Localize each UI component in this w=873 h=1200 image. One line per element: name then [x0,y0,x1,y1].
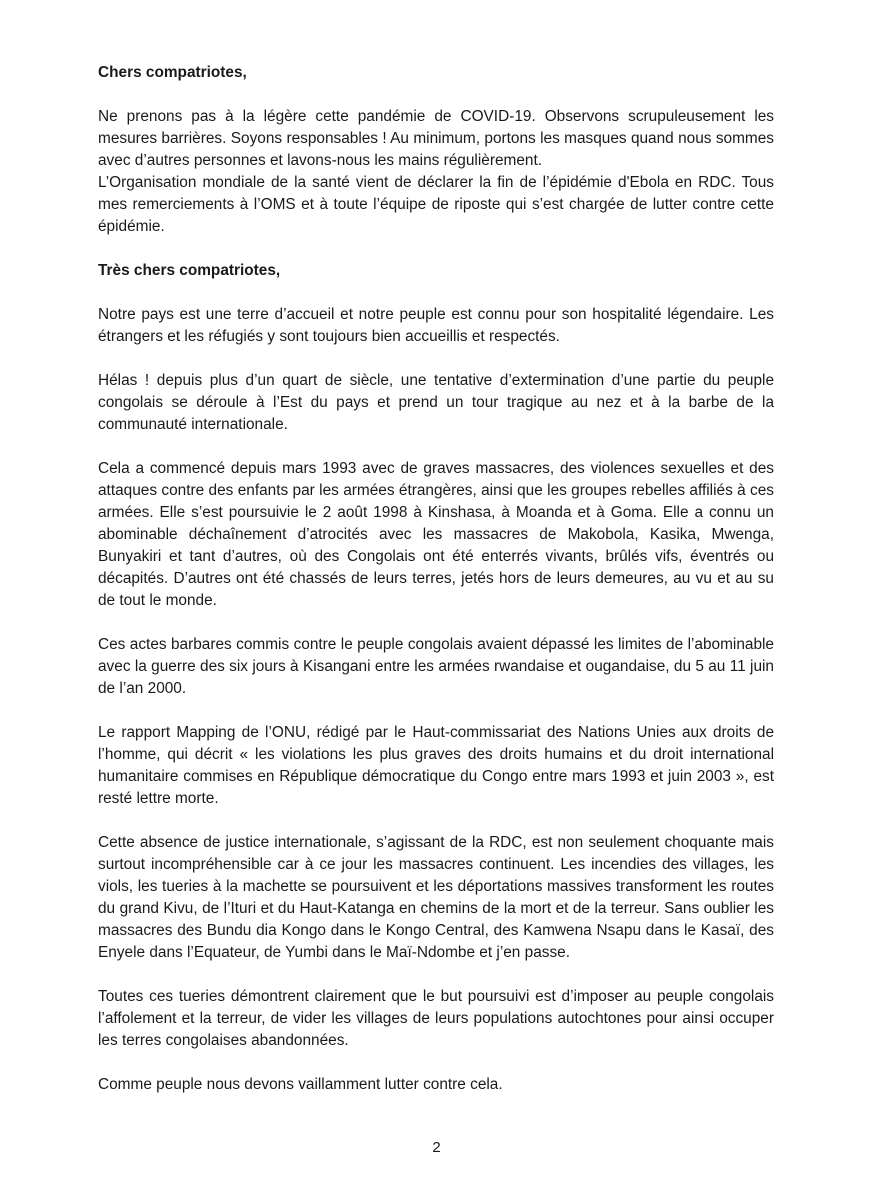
paragraph-hospitality: Notre pays est une terre d’accueil et notre peuple est connu pour son hospitalité légendaire. Les étrangers et les réfugiés y sont toujours bien accueillis et respectés. [98,306,774,345]
paragraph-ebola: L’Organisation mondiale de la santé vient de déclarer la fin de l’épidémie d'Ebola en RDC. Tous mes remerciements à l’OMS et à toute l’équipe de riposte qui s’est chargée de lutter contre cette épidémie. [98,174,774,235]
paragraph-conclusion: Comme peuple nous devons vaillamment lutter contre cela. [98,1076,503,1093]
page-number: 2 [432,1139,441,1156]
paragraph-terror: Toutes ces tueries démontrent clairement que le but poursuivi est d’imposer au peuple congolais l’affolement et la terreur, de vider les villages de leurs populations autochtones pour ainsi occuper les terres congolaises abandonnées. [98,988,774,1049]
document-page [98,62,774,1118]
paragraph-justice: Cette absence de justice internationale, s’agissant de la RDC, est non seulement choquante mais surtout incompréhensible car à ce jour les massacres continuent. Les incendies des villages, les viols, les tueries à la machette se poursuivent et les déportations massives transforment les routes du grand Kivu, de l’Ituri et du Haut-Katanga en chemins de la mort et de la terreur. Sans oublier les massacres des Bundu dia Kongo dans le Kongo Central, des Kamwena Nsapu dans le Kasaï, des Enyele dans l’Equateur, de Yumbi dans le Maï-Ndombe et j’en passe. [98,834,774,961]
paragraph-covid: Ne prenons pas à la légère cette pandémie de COVID-19. Observons scrupuleusement les mesures barrières. Soyons responsables ! Au minimum, portons les masques quand nous sommes avec d’autres personnes et lavons-nous les mains régulièrement. [98,108,774,169]
paragraph-massacres-history: Cela a commencé depuis mars 1993 avec de graves massacres, des violences sexuelles et des attaques contre des enfants par les armées étrangères, ainsi que les groupes rebelles affiliés à ces armées. Elle s’est poursuivie le 2 août 1998 à Kinshasa, à Moanda et à Goma. Elle a connu un abominable déchaînement d’atrocités avec les massacres de Makobola, Kasika, Mwenga, Bunyakiri et tant d’autres, où des Congolais ont été enterrés vivants, brûlés vifs, éventrés ou décapités. D’autres ont été chassés de leurs terres, jetés hors de leurs demeures, au vu et au su de tout le monde. [98,460,774,609]
greeting-heading-1: Chers compatriotes, [98,64,247,81]
greeting-heading-2: Très chers compatriotes, [98,262,281,279]
paragraph-mapping-report: Le rapport Mapping de l’ONU, rédigé par le Haut-commissariat des Nations Unies aux droits de l’homme, qui décrit « les violations les plus graves des droits humains et du droit international humanitaire commises en République démocratique du Congo entre mars 1993 et juin 2003 », est resté lettre morte. [98,724,774,807]
paragraph-extermination: Hélas ! depuis plus d’un quart de siècle, une tentative d’extermination d’une partie du peuple congolais se déroule à l’Est du pays et prend un tour tragique au nez et à la barbe de la communauté internationale. [98,372,774,433]
paragraph-kisangani: Ces actes barbares commis contre le peuple congolais avaient dépassé les limites de l’abominable avec la guerre des six jours à Kisangani entre les armées rwandaise et ougandaise, du 5 au 11 juin de l’an 2000. [98,636,774,697]
